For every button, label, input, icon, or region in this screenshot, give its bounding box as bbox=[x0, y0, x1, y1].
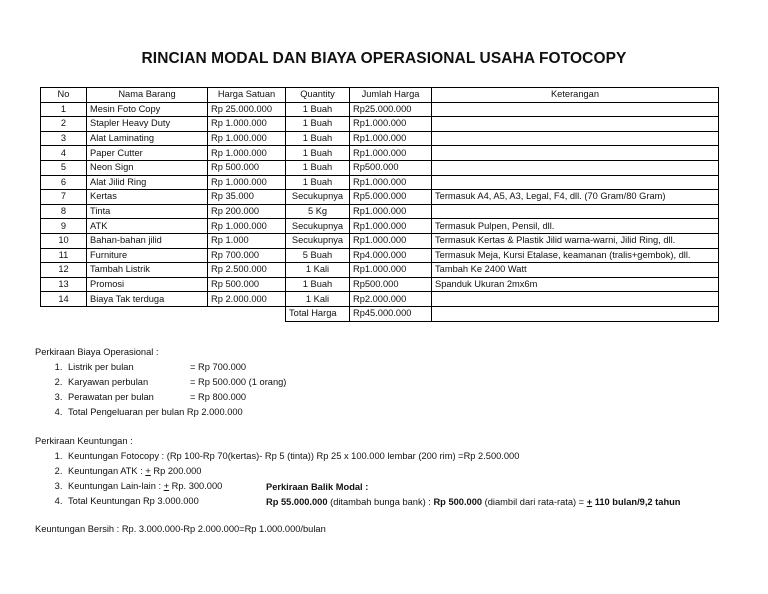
row-quantity: 5 Buah bbox=[286, 248, 350, 263]
row-harga-satuan: Rp 25.000.000 bbox=[208, 102, 286, 117]
col-header-nama-barang: Nama Barang bbox=[87, 88, 208, 103]
row-jumlah-harga: Rp1.000.000 bbox=[350, 233, 432, 248]
table-row bbox=[41, 160, 719, 175]
row-jumlah-harga: Rp1.000.000 bbox=[350, 175, 432, 190]
table-row bbox=[41, 263, 719, 278]
table-row bbox=[41, 292, 719, 307]
table-row bbox=[41, 233, 719, 248]
row-no: 6 bbox=[41, 175, 87, 190]
row-quantity: 5 Kg bbox=[286, 204, 350, 219]
row-harga-satuan: Rp 1.000.000 bbox=[208, 131, 286, 146]
row-keterangan bbox=[432, 102, 719, 117]
row-nama-barang: Stapler Heavy Duty bbox=[87, 117, 208, 132]
row-no: 12 bbox=[41, 263, 87, 278]
row-harga-satuan: Rp 500.000 bbox=[208, 160, 286, 175]
row-quantity: Secukupnya bbox=[286, 190, 350, 205]
row-jumlah-harga: Rp2.000.000 bbox=[350, 292, 432, 307]
operasional-heading: Perkiraan Biaya Operasional : bbox=[35, 347, 159, 357]
list-item: 1. Listrik per bulan = Rp 700.000 bbox=[65, 360, 286, 375]
list-item: 4. Total Pengeluaran per bulan Rp 2.000.000 bbox=[65, 405, 286, 420]
row-nama-barang: Biaya Tak terduga bbox=[87, 292, 208, 307]
row-quantity: 1 Buah bbox=[286, 146, 350, 161]
row-quantity: Secukupnya bbox=[286, 219, 350, 234]
col-header-quantity: Quantity bbox=[286, 88, 350, 103]
row-keterangan bbox=[432, 160, 719, 175]
operasional-list bbox=[35, 360, 286, 420]
row-harga-satuan: Rp 500.000 bbox=[208, 277, 286, 292]
list-item: 3. Keuntungan Lain-lain : + Rp. 300.000 bbox=[65, 479, 519, 494]
total-label: Total Harga bbox=[286, 306, 350, 321]
row-jumlah-harga: Rp1.000.000 bbox=[350, 131, 432, 146]
total-value: Rp45.000.000 bbox=[350, 306, 432, 321]
row-nama-barang: Alat Jilid Ring bbox=[87, 175, 208, 190]
row-keterangan bbox=[432, 175, 719, 190]
row-keterangan bbox=[432, 204, 719, 219]
row-jumlah-harga: Rp1.000.000 bbox=[350, 204, 432, 219]
table-row bbox=[41, 219, 719, 234]
row-nama-barang: Furniture bbox=[87, 248, 208, 263]
row-no: 3 bbox=[41, 131, 87, 146]
table-row bbox=[41, 146, 719, 161]
row-no: 1 bbox=[41, 102, 87, 117]
page-title: RINCIAN MODAL DAN BIAYA OPERASIONAL USAHA FOTOCOPY bbox=[141, 50, 627, 67]
row-quantity: 1 Buah bbox=[286, 175, 350, 190]
col-header-jumlah-harga: Jumlah Harga bbox=[350, 88, 432, 103]
list-item: 2. Karyawan perbulan = Rp 500.000 (1 orang) bbox=[65, 375, 286, 390]
row-jumlah-harga: Rp1.000.000 bbox=[350, 146, 432, 161]
row-nama-barang: Kertas bbox=[87, 190, 208, 205]
row-no: 10 bbox=[41, 233, 87, 248]
table-header-row bbox=[41, 88, 719, 103]
row-jumlah-harga: Rp5.000.000 bbox=[350, 190, 432, 205]
row-harga-satuan: Rp 1.000 bbox=[208, 233, 286, 248]
row-no: 8 bbox=[41, 204, 87, 219]
row-no: 14 bbox=[41, 292, 87, 307]
row-harga-satuan: Rp 1.000.000 bbox=[208, 117, 286, 132]
row-harga-satuan: Rp 1.000.000 bbox=[208, 175, 286, 190]
table-row bbox=[41, 248, 719, 263]
col-header-harga-satuan: Harga Satuan bbox=[208, 88, 286, 103]
row-no: 4 bbox=[41, 146, 87, 161]
balik-modal-section bbox=[266, 480, 681, 510]
row-keterangan: Tambah Ke 2400 Watt bbox=[432, 263, 719, 278]
row-keterangan: Termasuk Meja, Kursi Etalase, keamanan (tralis+gembok), dll. bbox=[432, 248, 719, 263]
total-row bbox=[41, 306, 719, 321]
row-no: 7 bbox=[41, 190, 87, 205]
row-nama-barang: Mesin Foto Copy bbox=[87, 102, 208, 117]
row-jumlah-harga: Rp1.000.000 bbox=[350, 263, 432, 278]
row-keterangan: Termasuk Kertas & Plastik Jilid warna-warni, Jilid Ring, dll. bbox=[432, 233, 719, 248]
balik-modal-formula: Rp 55.000.000 (ditambah bunga bank) : Rp 500.000 (diambil dari rata-rata) = + 110 bulan/9,2 tahun bbox=[266, 497, 681, 507]
row-jumlah-harga: Rp500.000 bbox=[350, 160, 432, 175]
row-harga-satuan: Rp 700.000 bbox=[208, 248, 286, 263]
operasional-section bbox=[35, 345, 286, 420]
row-harga-satuan: Rp 2.000.000 bbox=[208, 292, 286, 307]
list-item: 1. Keuntungan Fotocopy : (Rp 100-Rp 70(kertas)- Rp 5 (tinta)) Rp 25 x 100.000 lembar (200 rim) =Rp 2.500.000 bbox=[65, 449, 519, 464]
keuntungan-bersih: Keuntungan Bersih : Rp. 3.000.000-Rp 2.000.000=Rp 1.000.000/bulan bbox=[35, 524, 326, 534]
row-quantity: Secukupnya bbox=[286, 233, 350, 248]
row-harga-satuan: Rp 35.000 bbox=[208, 190, 286, 205]
row-quantity: 1 Buah bbox=[286, 160, 350, 175]
row-harga-satuan: Rp 200.000 bbox=[208, 204, 286, 219]
table-row bbox=[41, 131, 719, 146]
row-keterangan bbox=[432, 131, 719, 146]
table-row bbox=[41, 277, 719, 292]
table-row bbox=[41, 175, 719, 190]
row-harga-satuan: Rp 1.000.000 bbox=[208, 219, 286, 234]
row-harga-satuan: Rp 2.500.000 bbox=[208, 263, 286, 278]
row-nama-barang: Neon Sign bbox=[87, 160, 208, 175]
row-jumlah-harga: Rp1.000.000 bbox=[350, 117, 432, 132]
keuntungan-heading: Perkiraan Keuntungan : bbox=[35, 436, 133, 446]
table-row bbox=[41, 204, 719, 219]
row-nama-barang: Bahan-bahan jilid bbox=[87, 233, 208, 248]
row-jumlah-harga: Rp4.000.000 bbox=[350, 248, 432, 263]
row-nama-barang: Promosi bbox=[87, 277, 208, 292]
rincian-table bbox=[40, 87, 719, 322]
row-no: 11 bbox=[41, 248, 87, 263]
row-no: 2 bbox=[41, 117, 87, 132]
row-keterangan bbox=[432, 292, 719, 307]
col-header-no: No bbox=[41, 88, 87, 103]
balik-modal-heading: Perkiraan Balik Modal : bbox=[266, 482, 369, 492]
row-nama-barang: Paper Cutter bbox=[87, 146, 208, 161]
row-harga-satuan: Rp 1.000.000 bbox=[208, 146, 286, 161]
row-quantity: 1 Buah bbox=[286, 102, 350, 117]
table-row bbox=[41, 190, 719, 205]
row-jumlah-harga: Rp500.000 bbox=[350, 277, 432, 292]
row-jumlah-harga: Rp25.000.000 bbox=[350, 102, 432, 117]
table-row bbox=[41, 102, 719, 117]
col-header-keterangan: Keterangan bbox=[432, 88, 719, 103]
row-quantity: 1 Kali bbox=[286, 263, 350, 278]
list-item: 3. Perawatan per bulan = Rp 800.000 bbox=[65, 390, 286, 405]
row-keterangan bbox=[432, 117, 719, 132]
row-quantity: 1 Buah bbox=[286, 131, 350, 146]
row-no: 5 bbox=[41, 160, 87, 175]
row-nama-barang: Tinta bbox=[87, 204, 208, 219]
row-jumlah-harga: Rp1.000.000 bbox=[350, 219, 432, 234]
row-nama-barang: Tambah Listrik bbox=[87, 263, 208, 278]
row-nama-barang: Alat Laminating bbox=[87, 131, 208, 146]
row-quantity: 1 Buah bbox=[286, 277, 350, 292]
row-keterangan: Termasuk Pulpen, Pensil, dll. bbox=[432, 219, 719, 234]
row-keterangan: Spanduk Ukuran 2mx6m bbox=[432, 277, 719, 292]
list-item: 4. Total Keuntungan Rp 3.000.000 bbox=[65, 494, 519, 509]
row-quantity: 1 Buah bbox=[286, 117, 350, 132]
row-no: 9 bbox=[41, 219, 87, 234]
row-keterangan: Termasuk A4, A5, A3, Legal, F4, dll. (70 Gram/80 Gram) bbox=[432, 190, 719, 205]
row-quantity: 1 Kali bbox=[286, 292, 350, 307]
row-nama-barang: ATK bbox=[87, 219, 208, 234]
row-no: 13 bbox=[41, 277, 87, 292]
list-item: 2. Keuntungan ATK : + Rp 200.000 bbox=[65, 464, 519, 479]
row-keterangan bbox=[432, 146, 719, 161]
table-row bbox=[41, 117, 719, 132]
